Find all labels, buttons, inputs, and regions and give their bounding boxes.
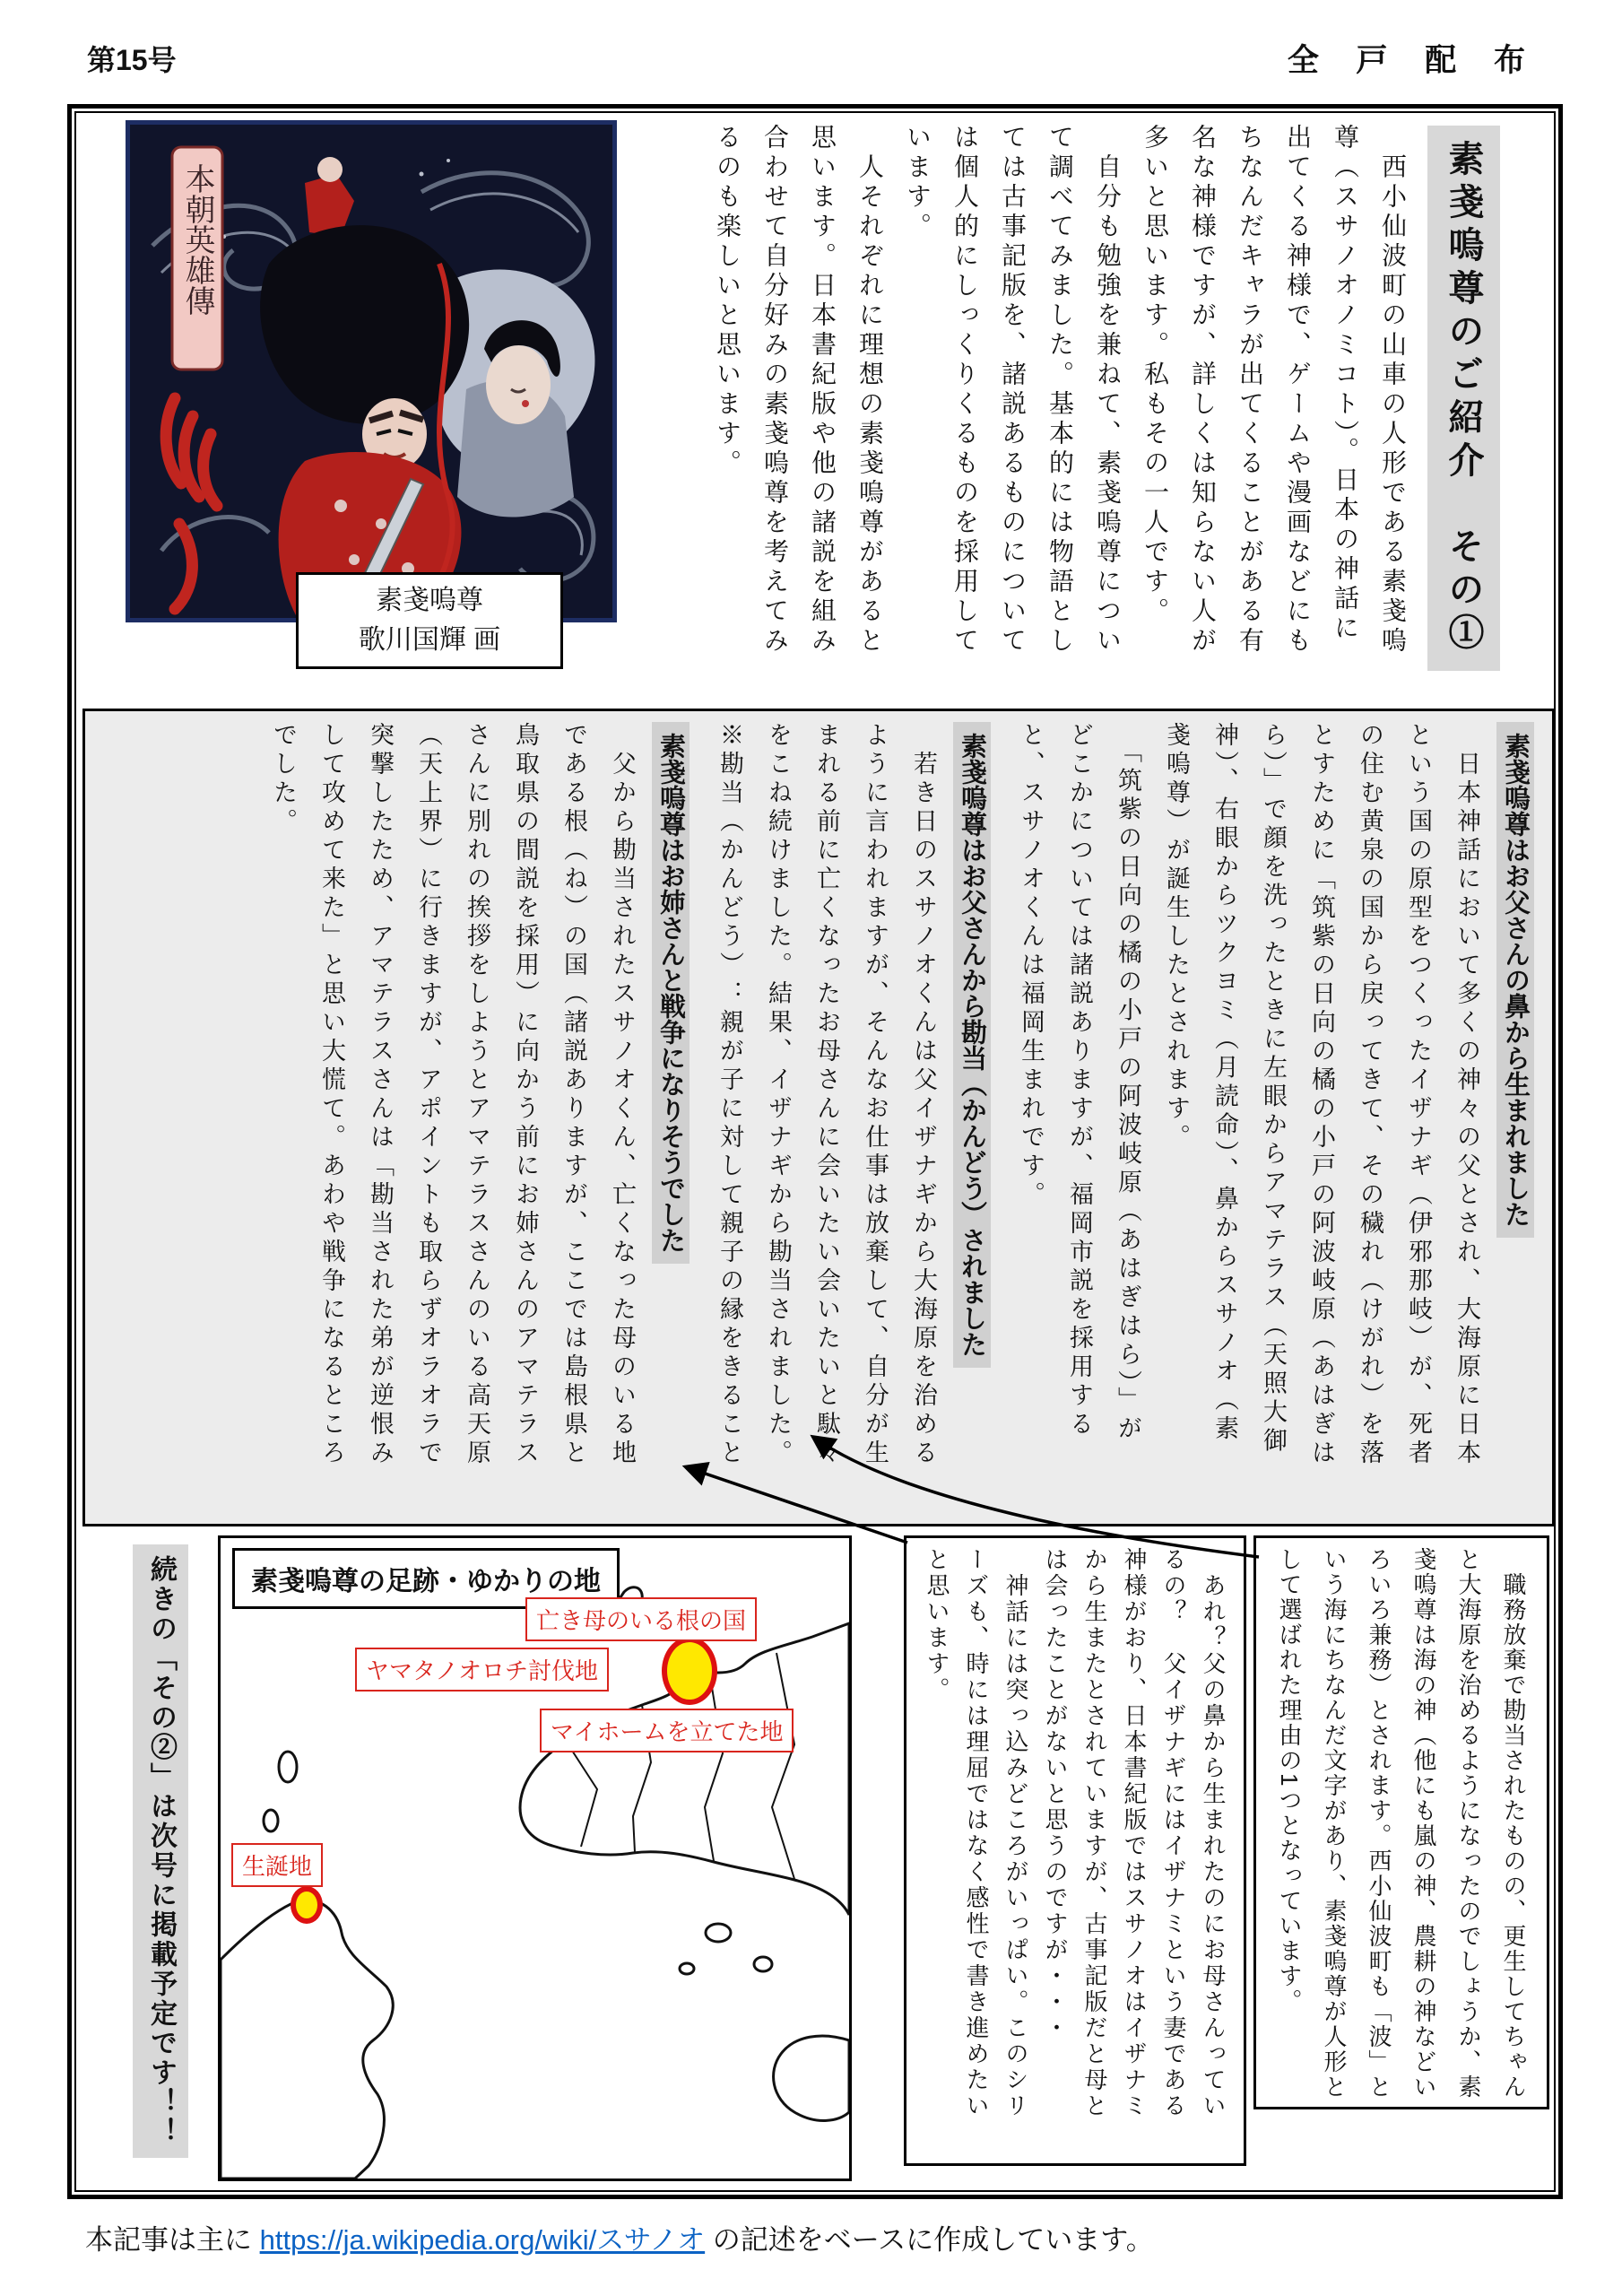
text-column: います。 xyxy=(904,124,932,242)
text-column: でした。 xyxy=(270,722,297,837)
text-column: の住む黄泉の国から戻ってきて、その穢れ（けがれ）を落 xyxy=(1357,722,1383,1468)
page-title: 素戔嗚尊のご紹介 その① xyxy=(1427,126,1500,671)
footer-suffix: の記述をベースに作成しています。 xyxy=(705,2224,1154,2256)
text-column: まれる前に亡くなったお母さんに会いたい会いたいと駄々 xyxy=(813,722,840,1468)
ukiyoe-artwork xyxy=(126,120,617,622)
artwork-caption-title: 素戔嗚尊 xyxy=(376,586,483,615)
map-label-yamata-no-orochi: ヤマタノオロチ討伐地 xyxy=(355,1648,609,1692)
text-column: ろいろ兼務）とされます。西小仙波町も「波」と xyxy=(1366,1547,1392,2100)
map-label-ne-no-kuni: 亡き母のいる根の国 xyxy=(525,1597,757,1641)
footer-citation xyxy=(85,2217,1154,2257)
text-column: あれ？父の鼻から生まれたのにお母さんってい xyxy=(1200,1547,1227,2119)
text-column: 名な神様ですが、詳しくは知らない人が xyxy=(1189,124,1217,657)
intro-paragraph xyxy=(668,124,1417,705)
artwork-caption-artist: 歌川国輝 画 xyxy=(358,625,501,655)
section-war-with-sister xyxy=(259,722,695,1513)
text-column: 多いと思います。私もその一人です。 xyxy=(1141,124,1169,627)
text-column: 合わせて自分好みの素戔嗚尊を考えてみ xyxy=(761,124,789,657)
sea-god-columns xyxy=(1267,1547,1536,2098)
section-body xyxy=(1007,722,1491,1513)
text-column: 神様がおり、日本書紀版ではスサノオはイザナミ xyxy=(1121,1547,1148,2119)
text-column: ら）」で顔を洗ったときに左眼からアマテラス（天照大御 xyxy=(1260,722,1287,1457)
text-column: して攻めて来た」と思い大慌て。あわや戦争になるところ xyxy=(318,722,345,1468)
text-column: ちなんだキャラが出てくることがある有 xyxy=(1236,124,1264,657)
text-column: いう海にちなんだ文字があり、素戔嗚尊が人形と xyxy=(1321,1547,1348,2100)
text-column: ては古事記版を、諸説あるものについて xyxy=(999,124,1027,657)
map-label-my-home: マイホームを立てた地 xyxy=(540,1709,794,1752)
text-column: から生またとされていますが、古事記版だと母と xyxy=(1081,1547,1108,2119)
text-column: と大海原を治めるようになったのでしょうか、素 xyxy=(1455,1547,1482,2100)
text-column: 戔嗚尊）が誕生したとされます。 xyxy=(1163,722,1190,1152)
text-column: どこかについては諸説ありますが、福岡市説を採用する xyxy=(1066,722,1093,1439)
text-column: 突撃したため、アマテラスさんは「勘当された弟が逆恨み xyxy=(367,722,394,1468)
text-column: 神話には突っ込みどころがいっぱい。このシリ xyxy=(1002,1547,1029,2119)
text-column: ※勘当（かんどう）：親が子に対して親子の縁をきること xyxy=(716,722,743,1468)
ukiyoe-illustration xyxy=(126,120,617,622)
text-column: るの？ 父イザナギにはイザナミという妻である xyxy=(1160,1547,1187,2119)
section-body xyxy=(259,722,646,1513)
text-column: ーズも、時には理屈ではなく感性で書き進めたい xyxy=(963,1547,990,2119)
aside-note-box xyxy=(904,1535,1246,2166)
text-column: 思います。日本書紀版や他の諸説を組み xyxy=(809,124,837,657)
artwork-caption xyxy=(296,572,563,669)
text-column: 戔嗚尊は海の神（他にも嵐の神、農耕の神などい xyxy=(1410,1547,1437,2100)
footer-prefix: 本記事は主に xyxy=(85,2224,260,2256)
map-marker-birthplace xyxy=(291,1886,323,1924)
aside-note-columns xyxy=(917,1547,1233,2154)
main-article-columns xyxy=(98,722,1540,1513)
text-column: 職務放棄で勘当されたものの、更生してちゃん xyxy=(1500,1547,1527,2100)
text-column: 日本神話において多くの神々の父とされ、大海原に日本 xyxy=(1453,722,1480,1468)
text-column: は会ったことがないと思うのですが・・・ xyxy=(1042,1547,1069,2041)
text-column: である根（ね）の国（諸説ありますが、ここでは島根県と xyxy=(560,722,587,1468)
text-column: 自分も勉強を兼ねて、素戔嗚尊につい xyxy=(1094,124,1122,657)
text-column: ように言われますが、そんなお仕事は放棄して、自分が生 xyxy=(862,722,889,1468)
text-column: 神）、右眼からツクヨミ（月読命）、鼻からスサノオ（素 xyxy=(1211,722,1238,1444)
wikipedia-link[interactable]: https://ja.wikipedia.org/wiki/スサノオ xyxy=(259,2224,706,2256)
section-born-from-nose xyxy=(1007,722,1540,1513)
cartouche-text: 本朝英雄傳 xyxy=(180,163,214,316)
map-box xyxy=(218,1535,852,2181)
map-title: 素戔嗚尊の足跡・ゆかりの地 xyxy=(232,1548,620,1609)
text-column: をこね続けました。結果、イザナギから勘当されました。 xyxy=(765,722,792,1468)
section-body xyxy=(706,722,948,1513)
section-disowned xyxy=(706,722,996,1513)
issue-number: 第15号 xyxy=(87,44,177,76)
text-column: と、スサノオくんは福岡生まれです。 xyxy=(1018,722,1045,1210)
text-column: という国の原型をつくったイザナギ（伊邪那岐）が、死者 xyxy=(1405,722,1432,1468)
text-column: は個人的にしっくりくるものを採用して xyxy=(951,124,979,657)
sea-god-box xyxy=(1253,1535,1549,2109)
text-column: 若き日のスサノオくんは父イザナギから大海原を治める xyxy=(910,722,937,1468)
section-heading: 素戔嗚尊はお父さんから勘当（かんどう）されました xyxy=(948,722,996,1513)
map-label-birthplace: 生誕地 xyxy=(231,1843,323,1887)
next-issue-note: 続きの「その②」は次号に掲載予定です！！ xyxy=(133,1544,188,2158)
text-column: るのも楽しいと思います。 xyxy=(714,124,742,479)
main-article-box xyxy=(82,709,1555,1526)
text-column: さんに別れの挨拶をしようとアマテラスさんのいる高天原 xyxy=(464,722,490,1468)
section-heading: 素戔嗚尊はお父さんの鼻から生まれました xyxy=(1491,722,1540,1513)
text-column: 鳥取県の間説を採用）に向かう前にお姉さんのアマテラス xyxy=(512,722,539,1468)
text-column: とすために「筑紫の日向の橘の小戸の阿波岐原（あはぎは xyxy=(1308,722,1335,1468)
text-column: して選ばれた理由の1つとなっています。 xyxy=(1276,1547,1303,2014)
text-column: と思います。 xyxy=(924,1547,950,1703)
text-column: 「筑紫の日向の橘の小戸の阿波岐原（あはぎはら）」が xyxy=(1115,722,1141,1444)
text-column: 出てくる神様で、ゲームや漫画などにも xyxy=(1284,124,1312,657)
map-marker-izumo xyxy=(662,1637,717,1705)
text-column: （天上界）に行きますが、アポイントも取らずオラオラで xyxy=(415,722,442,1468)
text-column: 西小仙波町の山車の人形である素戔嗚 xyxy=(1379,124,1407,657)
section-heading: 素戔嗚尊はお姉さんと戦争になりそうでした xyxy=(646,722,695,1513)
text-column: 人それぞれに理想の素戔嗚尊があると xyxy=(856,124,884,657)
distribution-label: 全 戸 配 布 xyxy=(1287,43,1540,78)
text-column: て調べてみました。基本的には物語とし xyxy=(1046,124,1074,657)
text-column: 父から勘当されたスサノオくん、亡くなった母のいる地 xyxy=(609,722,636,1468)
text-column: 尊（スサノオノミコト）。日本の神話に xyxy=(1331,124,1359,644)
